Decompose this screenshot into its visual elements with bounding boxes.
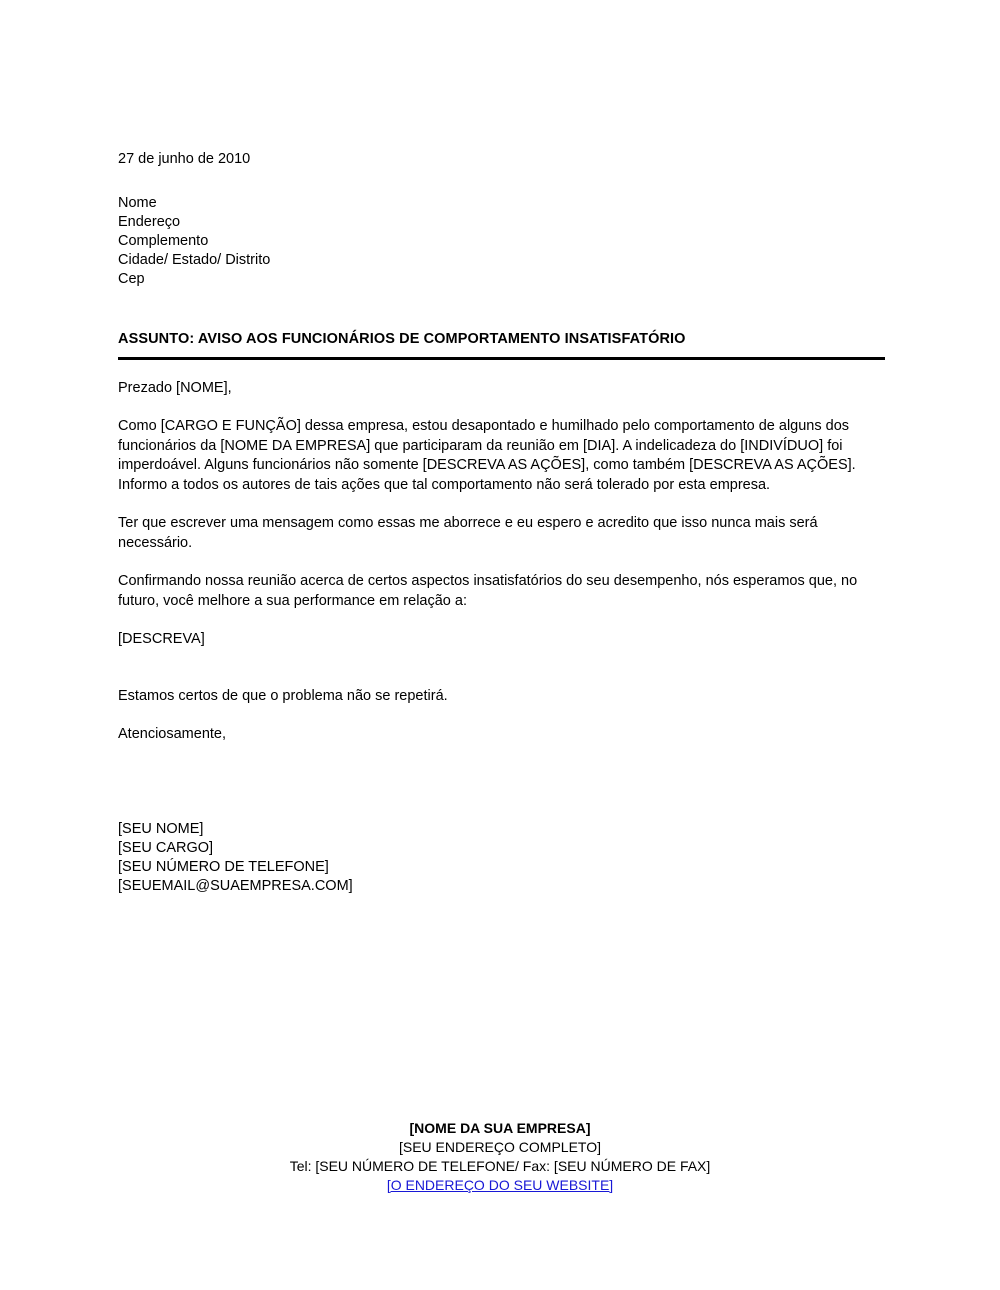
letter-body: [118, 150, 885, 896]
letter-date: 27 de junho de 2010: [118, 151, 251, 167]
closing-statement: Estamos certos de que o problema não se repetirá.: [118, 688, 448, 704]
recipient-line-city-state-district: Cidade/ Estado/ Distrito: [118, 252, 271, 268]
spacer-after-paragraph-1: [118, 495, 885, 514]
footer-company-name: [NOME DA SUA EMPRESA]: [409, 1120, 591, 1136]
footer-company-contact: Tel: [SEU NÚMERO DE TELEFONE/ Fax: [SEU NÚMERO DE FAX]: [289, 1158, 711, 1174]
spacer-signature-gap-extra: [118, 801, 885, 820]
recipient-line-postal-code: Cep: [118, 271, 145, 287]
spacer-after-closing: [118, 706, 885, 725]
recipient-line-name: Nome: [118, 195, 157, 211]
footer-company-address: [SEU ENDEREÇO COMPLETO]: [398, 1139, 601, 1155]
spacer-after-paragraph-2: [118, 553, 885, 572]
footer-website-link[interactable]: [0, 1176, 1000, 1195]
spacer-after-salutation: [118, 398, 885, 417]
recipient-line-complement: Complemento: [118, 233, 209, 249]
signature-line-phone: [SEU NÚMERO DE TELEFONE]: [118, 859, 329, 875]
signature-line-email: [SEUEMAIL@SUAEMPRESA.COM]: [118, 878, 353, 894]
subject-heading: ASSUNTO: AVISO AOS FUNCIONÁRIOS DE COMPORTAMENTO INSATISFATÓRIO: [118, 331, 686, 347]
describe-placeholder: [DESCREVA]: [118, 631, 205, 647]
spacer-after-describe: [118, 649, 885, 687]
recipient-line-address: Endereço: [118, 214, 181, 230]
signature-block: [118, 820, 885, 896]
signature-line-title: [SEU CARGO]: [118, 840, 214, 856]
footer-website-link-text[interactable]: [O ENDEREÇO DO SEU WEBSITE]: [386, 1177, 614, 1193]
spacer-before-subject: [118, 289, 885, 330]
paragraph-regret: Ter que escrever uma mensagem como essas me aborrece e eu espero e acredito que isso nunca mais será necessário.: [118, 515, 818, 551]
salutation: Prezado [NOME],: [118, 380, 232, 396]
spacer-signature-gap: [118, 744, 885, 801]
spacer-after-date: [118, 169, 885, 194]
signature-line-name: [SEU NOME]: [118, 821, 204, 837]
recipient-address-block: [118, 194, 885, 289]
letter-footer: [0, 1119, 1000, 1195]
sign-off: Atenciosamente,: [118, 726, 227, 742]
paragraph-complaint: Como [CARGO E FUNÇÃO] dessa empresa, estou desapontado e humilhado pelo comportamento de alguns dos funcionários da [NOME DA EMPRESA] que participaram da reunião em [DIA]. A indelicadeza do [INDIVÍDUO] foi imperdoável. Alguns funcionários não somente [DESCREVA AS AÇÕES], como também [DESCREVA AS AÇÕES]. Informo a todos os autores de tais ações que tal comportamento não será tolerado por esta empresa.: [118, 418, 856, 493]
spacer-after-paragraph-3: [118, 611, 885, 630]
spacer-after-rule: [118, 360, 885, 379]
paragraph-performance: Confirmando nossa reunião acerca de certos aspectos insatisfatórios do seu desempenho, nós esperamos que, no futuro, você melhore a sua performance em relação a:: [118, 573, 858, 609]
